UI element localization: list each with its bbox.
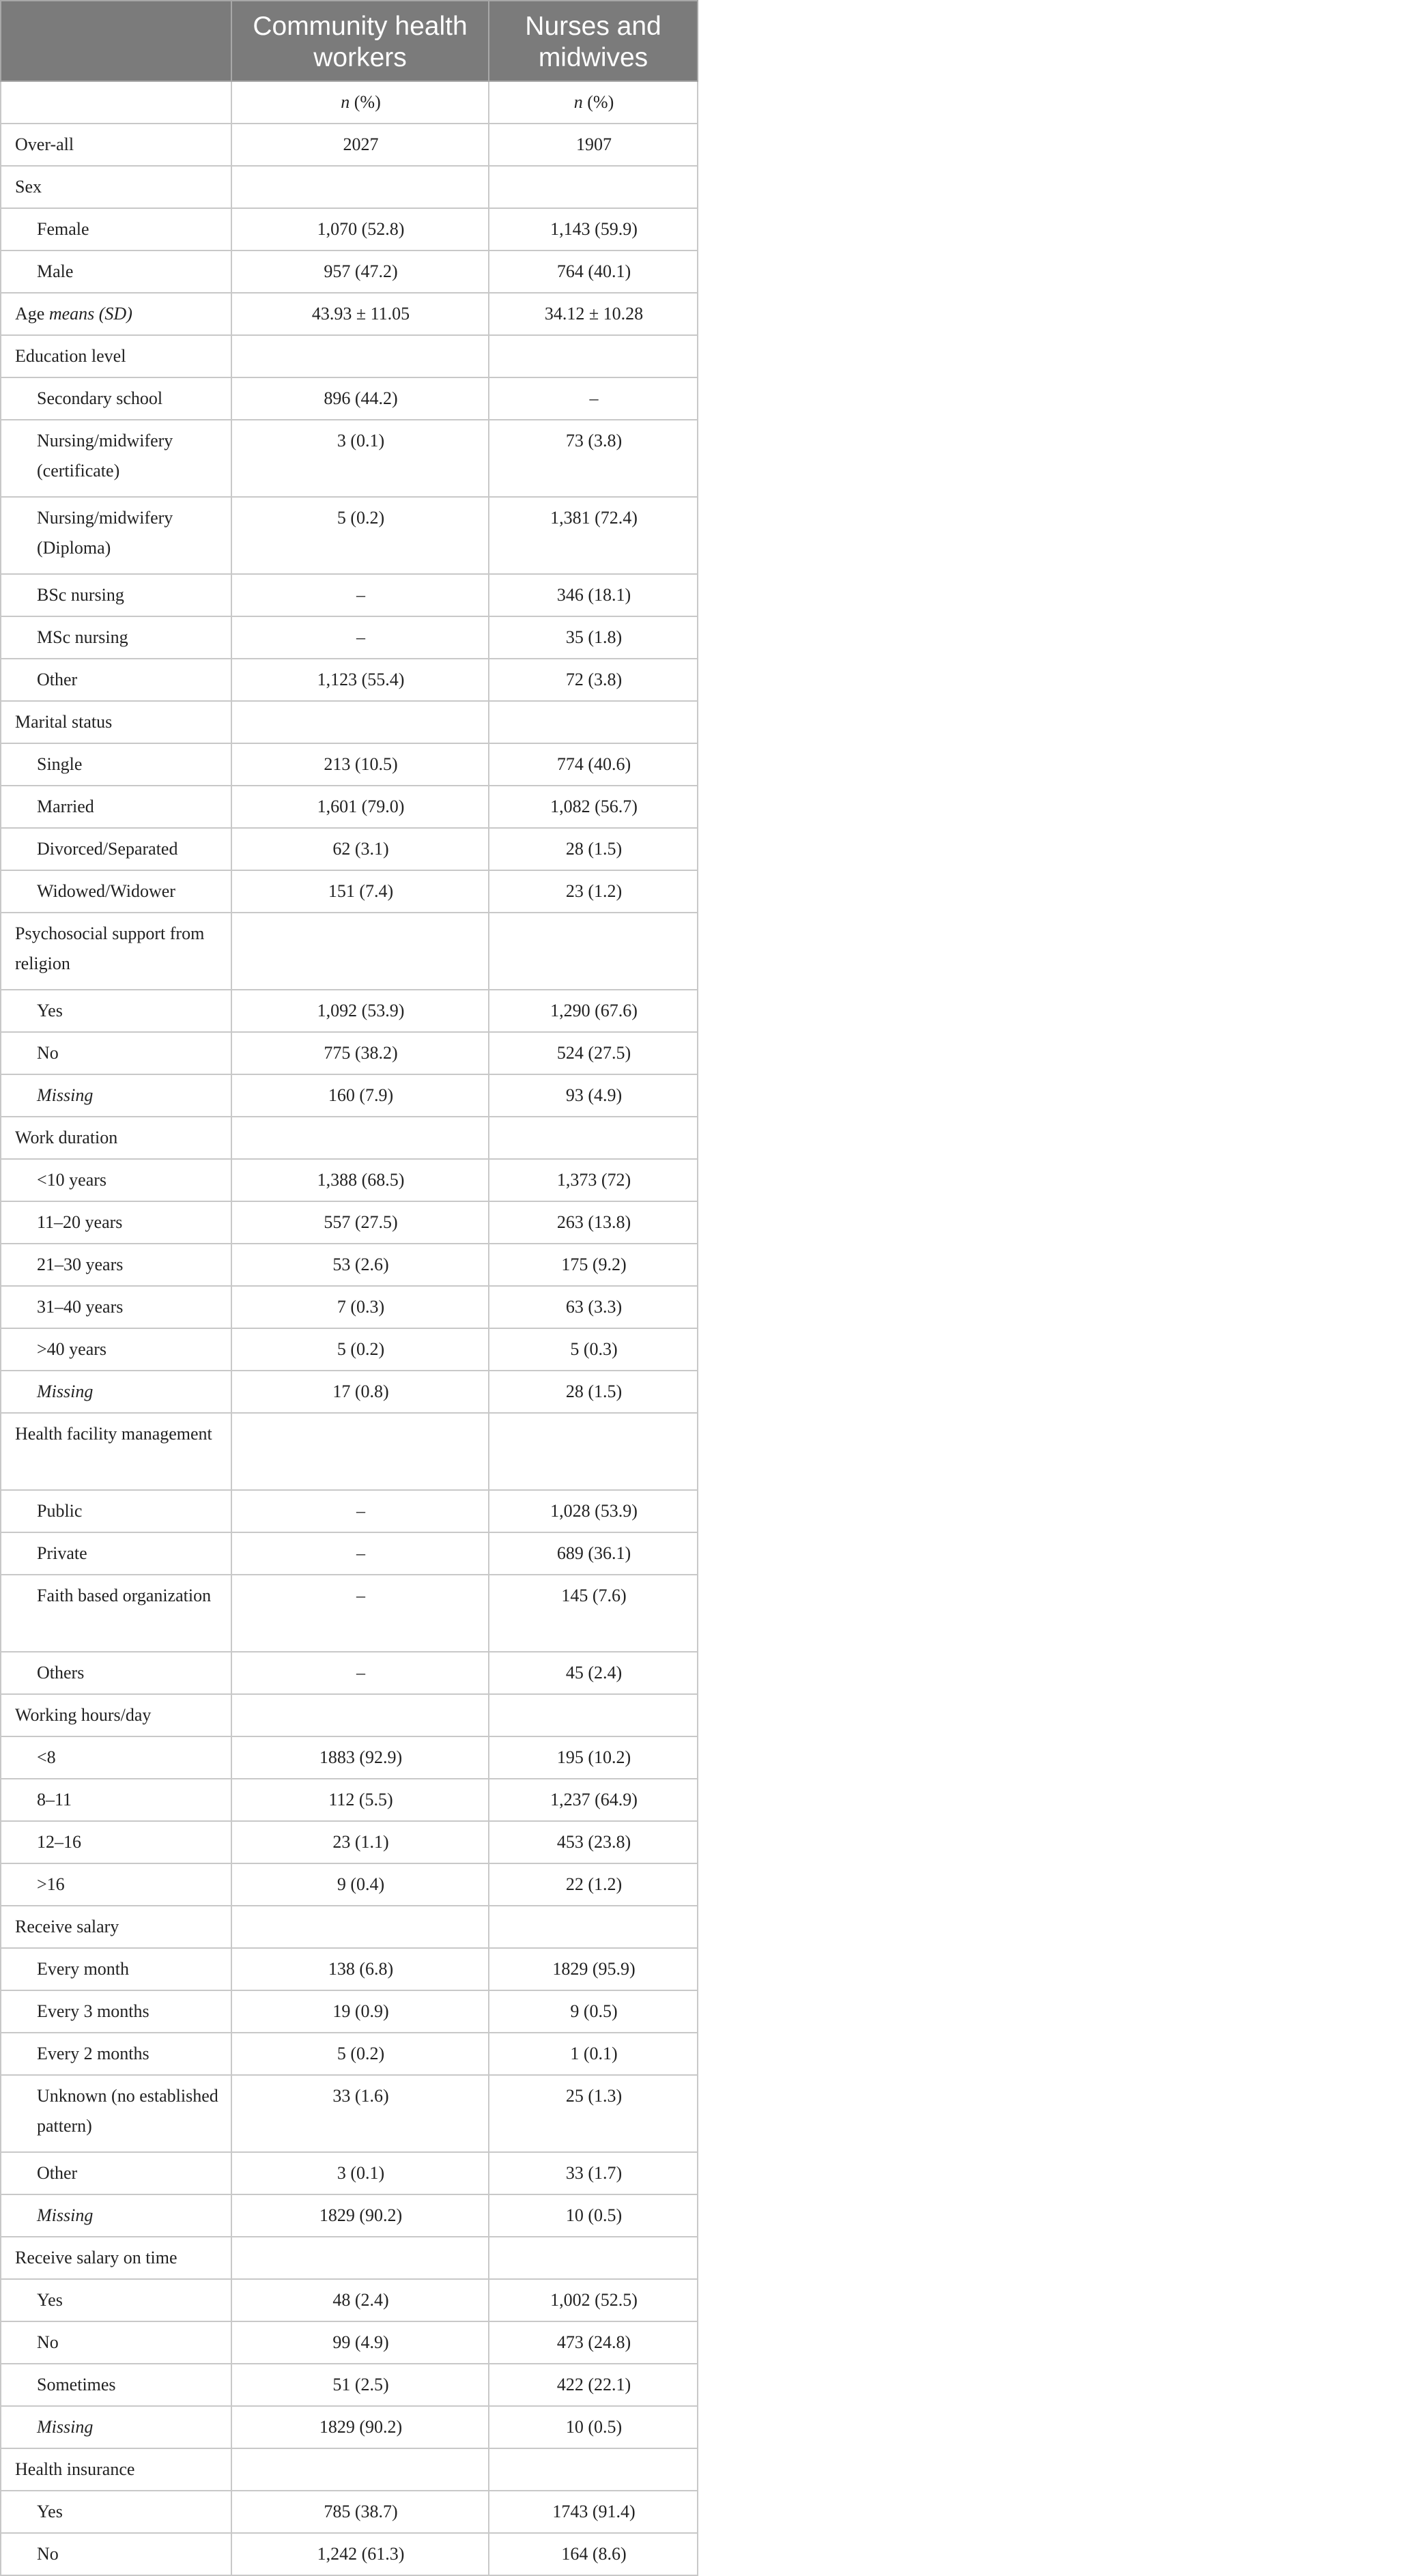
table-row — [1, 701, 698, 743]
table-row — [1, 2491, 698, 2533]
row-label: Public — [37, 1501, 83, 1521]
value-cell-community-health-workers: 5 (0.2) — [231, 1328, 489, 1371]
value-cell-nurses-and-midwives: 1,290 (67.6) — [489, 990, 698, 1032]
table-row — [1, 2533, 698, 2575]
table-row — [1, 166, 698, 208]
percent-unit: (%) — [587, 92, 614, 112]
row-label: Every 2 months — [37, 2044, 149, 2063]
value-cell-community-health-workers: – — [231, 1490, 489, 1532]
table-row — [1, 377, 698, 420]
value-cell-nurses-and-midwives: 1,381 (72.4) — [489, 497, 698, 574]
n-symbol: n — [573, 92, 583, 112]
row-label-cell — [1, 2321, 231, 2364]
value-cell-community-health-workers: 1883 (92.9) — [231, 1736, 489, 1779]
value-cell-community-health-workers: 213 (10.5) — [231, 743, 489, 786]
row-label-cell — [1, 1532, 231, 1575]
value-cell-community-health-workers: 957 (47.2) — [231, 251, 489, 293]
value-cell-community-health-workers: 896 (44.2) — [231, 377, 489, 420]
value-cell-community-health-workers: 33 (1.6) — [231, 2075, 489, 2152]
value-cell-community-health-workers: 99 (4.9) — [231, 2321, 489, 2364]
row-label-cell — [1, 1201, 231, 1244]
table-row — [1, 1779, 698, 1821]
row-label-cell — [1, 1413, 231, 1490]
table-row — [1, 828, 698, 870]
row-label: Single — [37, 754, 83, 774]
row-label: BSc nursing — [37, 585, 124, 605]
value-cell-nurses-and-midwives: 764 (40.1) — [489, 251, 698, 293]
row-label: Yes — [37, 2502, 63, 2521]
table-row — [1, 990, 698, 1032]
value-cell-community-health-workers: 5 (0.2) — [231, 2033, 489, 2075]
value-cell-community-health-workers: 138 (6.8) — [231, 1948, 489, 1990]
value-cell-nurses-and-midwives: 45 (2.4) — [489, 1652, 698, 1694]
value-cell-community-health-workers — [231, 166, 489, 208]
row-label-cell — [1, 616, 231, 659]
value-cell-community-health-workers: 775 (38.2) — [231, 1032, 489, 1074]
value-cell-community-health-workers: 1,070 (52.8) — [231, 208, 489, 251]
header-row — [1, 1, 698, 81]
value-cell-community-health-workers: 1,123 (55.4) — [231, 659, 489, 701]
row-label-cell — [1, 2033, 231, 2075]
row-label-cell — [1, 2152, 231, 2194]
table-row — [1, 2364, 698, 2406]
value-cell-community-health-workers: 1,601 (79.0) — [231, 786, 489, 828]
value-cell-community-health-workers: 557 (27.5) — [231, 1201, 489, 1244]
value-cell-nurses-and-midwives: 28 (1.5) — [489, 1371, 698, 1413]
value-cell-nurses-and-midwives: 1829 (95.9) — [489, 1948, 698, 1990]
value-cell-community-health-workers — [231, 913, 489, 990]
value-cell-nurses-and-midwives — [489, 1117, 698, 1159]
value-cell-community-health-workers: 1829 (90.2) — [231, 2194, 489, 2237]
value-cell-nurses-and-midwives: 1743 (91.4) — [489, 2491, 698, 2533]
row-label: No — [37, 2544, 59, 2564]
value-cell-nurses-and-midwives: 1,082 (56.7) — [489, 786, 698, 828]
row-label: 12–16 — [37, 1832, 81, 1852]
value-cell-nurses-and-midwives: 25 (1.3) — [489, 2075, 698, 2152]
row-label-cell — [1, 1736, 231, 1779]
row-label-cell — [1, 1159, 231, 1201]
percent-unit: (%) — [354, 92, 381, 112]
table-row — [1, 2237, 698, 2279]
table-row — [1, 1990, 698, 2033]
value-cell-community-health-workers: 19 (0.9) — [231, 1990, 489, 2033]
row-label-cell — [1, 1779, 231, 1821]
value-cell-nurses-and-midwives — [489, 335, 698, 377]
value-cell-community-health-workers: 53 (2.6) — [231, 1244, 489, 1286]
value-cell-nurses-and-midwives: 145 (7.6) — [489, 1575, 698, 1652]
table-row — [1, 1863, 698, 1906]
row-label-cell — [1, 420, 231, 497]
units-cell-col2 — [489, 81, 698, 124]
row-label: 11–20 years — [37, 1212, 123, 1232]
row-label: Missing — [37, 2205, 94, 2225]
value-cell-nurses-and-midwives: 164 (8.6) — [489, 2533, 698, 2575]
row-label: Work duration — [15, 1128, 118, 1147]
row-label-cell — [1, 2194, 231, 2237]
row-label-cell — [1, 1652, 231, 1694]
units-cell-col1 — [231, 81, 489, 124]
row-label-cell — [1, 377, 231, 420]
value-cell-community-health-workers — [231, 1906, 489, 1948]
row-label-cell — [1, 913, 231, 990]
row-label: 21–30 years — [37, 1255, 124, 1274]
row-label-cell — [1, 574, 231, 616]
table-row — [1, 1736, 698, 1779]
value-cell-community-health-workers: 1,242 (61.3) — [231, 2533, 489, 2575]
table-row — [1, 1371, 698, 1413]
row-label-cell — [1, 1328, 231, 1371]
row-label: Psychosocial support from religion — [15, 924, 205, 973]
value-cell-nurses-and-midwives: 1 (0.1) — [489, 2033, 698, 2075]
value-cell-nurses-and-midwives: 23 (1.2) — [489, 870, 698, 913]
value-cell-nurses-and-midwives: 22 (1.2) — [489, 1863, 698, 1906]
table-row — [1, 1286, 698, 1328]
row-label: No — [37, 2332, 59, 2352]
value-cell-community-health-workers — [231, 1117, 489, 1159]
value-cell-nurses-and-midwives: 10 (0.5) — [489, 2406, 698, 2448]
row-label: Faith based organization — [37, 1586, 212, 1605]
table-row — [1, 1490, 698, 1532]
row-label-cell — [1, 1948, 231, 1990]
header-community-health-workers: Community health workers — [231, 1, 489, 81]
row-label-cell — [1, 2533, 231, 2575]
row-label-cell — [1, 2237, 231, 2279]
row-label: Receive salary — [15, 1917, 119, 1936]
table-row — [1, 1906, 698, 1948]
value-cell-nurses-and-midwives: 453 (23.8) — [489, 1821, 698, 1863]
value-cell-nurses-and-midwives: 195 (10.2) — [489, 1736, 698, 1779]
value-cell-community-health-workers: 1829 (90.2) — [231, 2406, 489, 2448]
row-label-cell — [1, 497, 231, 574]
row-label: Missing — [37, 1382, 94, 1401]
row-label-cell — [1, 251, 231, 293]
table-header — [1, 1, 698, 81]
row-label-cell — [1, 1490, 231, 1532]
value-cell-nurses-and-midwives: 422 (22.1) — [489, 2364, 698, 2406]
value-cell-nurses-and-midwives: 1907 — [489, 124, 698, 166]
row-label: Every month — [37, 1959, 130, 1979]
row-label-cell — [1, 1694, 231, 1736]
row-label-cell — [1, 1863, 231, 1906]
row-label: Missing — [37, 1085, 94, 1105]
value-cell-nurses-and-midwives: 1,143 (59.9) — [489, 208, 698, 251]
table-row — [1, 420, 698, 497]
row-label: Age — [15, 304, 45, 324]
table-row — [1, 1117, 698, 1159]
row-label: No — [37, 1043, 59, 1063]
row-label-cell — [1, 786, 231, 828]
row-label-cell — [1, 1575, 231, 1652]
table-row — [1, 2075, 698, 2152]
row-label-cell — [1, 208, 231, 251]
table-row — [1, 251, 698, 293]
value-cell-nurses-and-midwives: 28 (1.5) — [489, 828, 698, 870]
row-label: 31–40 years — [37, 1297, 124, 1317]
row-label-cell — [1, 990, 231, 1032]
table-row — [1, 913, 698, 990]
row-label: Yes — [37, 1001, 63, 1020]
table-row — [1, 1201, 698, 1244]
row-label-cell — [1, 1990, 231, 2033]
table-row — [1, 497, 698, 574]
row-label: MSc nursing — [37, 627, 128, 647]
value-cell-community-health-workers: 1,092 (53.9) — [231, 990, 489, 1032]
table-row — [1, 2279, 698, 2321]
row-label-cell — [1, 1117, 231, 1159]
value-cell-nurses-and-midwives: 689 (36.1) — [489, 1532, 698, 1575]
row-label-cell — [1, 1244, 231, 1286]
row-label: Health facility management — [15, 1424, 212, 1444]
row-label: Nursing/midwifery (certificate) — [37, 431, 173, 481]
row-label: 8–11 — [37, 1790, 72, 1809]
row-label: Divorced/Separated — [37, 839, 178, 859]
row-label: Widowed/Widower — [37, 881, 175, 901]
value-cell-nurses-and-midwives: 33 (1.7) — [489, 2152, 698, 2194]
row-label: >40 years — [37, 1339, 107, 1359]
value-cell-community-health-workers — [231, 2448, 489, 2491]
value-cell-community-health-workers — [231, 1413, 489, 1490]
table-row — [1, 1074, 698, 1117]
row-label-cell — [1, 828, 231, 870]
row-label-suffix: means (SD) — [48, 304, 132, 324]
table-row — [1, 2033, 698, 2075]
table-row — [1, 743, 698, 786]
table-row — [1, 2321, 698, 2364]
value-cell-nurses-and-midwives: 1,373 (72) — [489, 1159, 698, 1201]
value-cell-community-health-workers: 5 (0.2) — [231, 497, 489, 574]
row-label-cell — [1, 2364, 231, 2406]
value-cell-nurses-and-midwives: 473 (24.8) — [489, 2321, 698, 2364]
row-label: Secondary school — [37, 388, 163, 408]
table-row — [1, 616, 698, 659]
value-cell-community-health-workers: 51 (2.5) — [231, 2364, 489, 2406]
value-cell-community-health-workers: – — [231, 1652, 489, 1694]
value-cell-nurses-and-midwives: 346 (18.1) — [489, 574, 698, 616]
value-cell-nurses-and-midwives — [489, 1413, 698, 1490]
row-label-cell — [1, 1371, 231, 1413]
table-row — [1, 574, 698, 616]
row-label: Female — [37, 219, 89, 239]
table-row — [1, 1032, 698, 1074]
table-row — [1, 1413, 698, 1490]
value-cell-community-health-workers: 48 (2.4) — [231, 2279, 489, 2321]
row-label-cell — [1, 2448, 231, 2491]
row-label-cell — [1, 1286, 231, 1328]
value-cell-nurses-and-midwives: 1,002 (52.5) — [489, 2279, 698, 2321]
table-row — [1, 2152, 698, 2194]
value-cell-nurses-and-midwives — [489, 701, 698, 743]
table-row — [1, 1575, 698, 1652]
row-label-cell — [1, 701, 231, 743]
table-row — [1, 1694, 698, 1736]
table-row — [1, 659, 698, 701]
value-cell-nurses-and-midwives: 93 (4.9) — [489, 1074, 698, 1117]
table-row — [1, 293, 698, 335]
units-row — [1, 81, 698, 124]
value-cell-community-health-workers: 43.93 ± 11.05 — [231, 293, 489, 335]
row-label-cell — [1, 870, 231, 913]
table-row — [1, 870, 698, 913]
row-label-cell — [1, 1032, 231, 1074]
value-cell-community-health-workers: 9 (0.4) — [231, 1863, 489, 1906]
row-label: Male — [37, 261, 74, 281]
row-label: Other — [37, 2163, 78, 2183]
row-label-cell — [1, 1821, 231, 1863]
table-row — [1, 1652, 698, 1694]
value-cell-nurses-and-midwives: 5 (0.3) — [489, 1328, 698, 1371]
value-cell-community-health-workers: 7 (0.3) — [231, 1286, 489, 1328]
demographics-table — [0, 0, 698, 2576]
table-body — [1, 81, 698, 2575]
table-row — [1, 786, 698, 828]
row-label: Every 3 months — [37, 2001, 149, 2021]
row-label-cell — [1, 659, 231, 701]
row-label: Marital status — [15, 712, 113, 732]
units-label-cell — [1, 81, 231, 124]
value-cell-nurses-and-midwives: 34.12 ± 10.28 — [489, 293, 698, 335]
row-label: <10 years — [37, 1170, 107, 1190]
row-label-cell — [1, 2406, 231, 2448]
value-cell-community-health-workers: 3 (0.1) — [231, 420, 489, 497]
value-cell-nurses-and-midwives: – — [489, 377, 698, 420]
value-cell-nurses-and-midwives: 774 (40.6) — [489, 743, 698, 786]
value-cell-community-health-workers: – — [231, 1532, 489, 1575]
row-label: Receive salary on time — [15, 2248, 177, 2267]
value-cell-nurses-and-midwives: 175 (9.2) — [489, 1244, 698, 1286]
value-cell-nurses-and-midwives: 1,237 (64.9) — [489, 1779, 698, 1821]
value-cell-community-health-workers: 785 (38.7) — [231, 2491, 489, 2533]
row-label: Yes — [37, 2290, 63, 2310]
value-cell-community-health-workers — [231, 335, 489, 377]
row-label-cell — [1, 124, 231, 166]
value-cell-community-health-workers — [231, 1694, 489, 1736]
table-row — [1, 1244, 698, 1286]
value-cell-nurses-and-midwives: 1,028 (53.9) — [489, 1490, 698, 1532]
header-blank-cell — [1, 1, 231, 81]
value-cell-nurses-and-midwives — [489, 1694, 698, 1736]
value-cell-nurses-and-midwives: 35 (1.8) — [489, 616, 698, 659]
table-row — [1, 208, 698, 251]
row-label-cell — [1, 166, 231, 208]
row-label-cell — [1, 743, 231, 786]
table-row — [1, 2194, 698, 2237]
table-row — [1, 1532, 698, 1575]
row-label-cell — [1, 293, 231, 335]
value-cell-nurses-and-midwives — [489, 2237, 698, 2279]
row-label: Sex — [15, 177, 42, 197]
row-label-cell — [1, 2491, 231, 2533]
value-cell-community-health-workers: – — [231, 1575, 489, 1652]
value-cell-nurses-and-midwives: 263 (13.8) — [489, 1201, 698, 1244]
value-cell-community-health-workers: 112 (5.5) — [231, 1779, 489, 1821]
n-symbol: n — [341, 92, 350, 112]
table-row — [1, 124, 698, 166]
value-cell-community-health-workers: 151 (7.4) — [231, 870, 489, 913]
row-label: Married — [37, 797, 94, 816]
row-label-cell — [1, 1074, 231, 1117]
value-cell-community-health-workers: 3 (0.1) — [231, 2152, 489, 2194]
value-cell-community-health-workers: – — [231, 574, 489, 616]
value-cell-nurses-and-midwives — [489, 166, 698, 208]
row-label: Private — [37, 1543, 87, 1563]
table-row — [1, 1159, 698, 1201]
row-label-cell — [1, 1906, 231, 1948]
value-cell-nurses-and-midwives: 72 (3.8) — [489, 659, 698, 701]
value-cell-community-health-workers: 62 (3.1) — [231, 828, 489, 870]
value-cell-nurses-and-midwives — [489, 913, 698, 990]
value-cell-nurses-and-midwives: 524 (27.5) — [489, 1032, 698, 1074]
row-label: Other — [37, 670, 78, 689]
row-label: >16 — [37, 1874, 65, 1894]
row-label: Others — [37, 1663, 85, 1683]
table-row — [1, 1948, 698, 1990]
value-cell-nurses-and-midwives: 73 (3.8) — [489, 420, 698, 497]
value-cell-community-health-workers: 160 (7.9) — [231, 1074, 489, 1117]
value-cell-community-health-workers: – — [231, 616, 489, 659]
row-label: <8 — [37, 1747, 56, 1767]
row-label-cell — [1, 2075, 231, 2152]
value-cell-nurses-and-midwives — [489, 1906, 698, 1948]
value-cell-community-health-workers — [231, 2237, 489, 2279]
header-nurses-and-midwives: Nurses and midwives — [489, 1, 698, 81]
value-cell-community-health-workers: 17 (0.8) — [231, 1371, 489, 1413]
value-cell-nurses-and-midwives: 63 (3.3) — [489, 1286, 698, 1328]
table-row — [1, 1821, 698, 1863]
row-label: Unknown (no established pattern) — [37, 2086, 218, 2136]
table-row — [1, 2448, 698, 2491]
row-label-cell — [1, 335, 231, 377]
value-cell-nurses-and-midwives — [489, 2448, 698, 2491]
row-label-cell — [1, 2279, 231, 2321]
value-cell-community-health-workers: 23 (1.1) — [231, 1821, 489, 1863]
row-label: Education level — [15, 346, 126, 366]
row-label: Nursing/midwifery (Diploma) — [37, 508, 173, 558]
value-cell-nurses-and-midwives: 10 (0.5) — [489, 2194, 698, 2237]
value-cell-community-health-workers: 1,388 (68.5) — [231, 1159, 489, 1201]
row-label: Over-all — [15, 134, 74, 154]
row-label: Working hours/day — [15, 1705, 152, 1725]
row-label: Sometimes — [37, 2375, 116, 2394]
table-row — [1, 2406, 698, 2448]
value-cell-community-health-workers: 2027 — [231, 124, 489, 166]
table-row — [1, 335, 698, 377]
value-cell-nurses-and-midwives: 9 (0.5) — [489, 1990, 698, 2033]
row-label: Health insurance — [15, 2459, 135, 2479]
row-label: Missing — [37, 2417, 94, 2437]
table-row — [1, 1328, 698, 1371]
value-cell-community-health-workers — [231, 701, 489, 743]
